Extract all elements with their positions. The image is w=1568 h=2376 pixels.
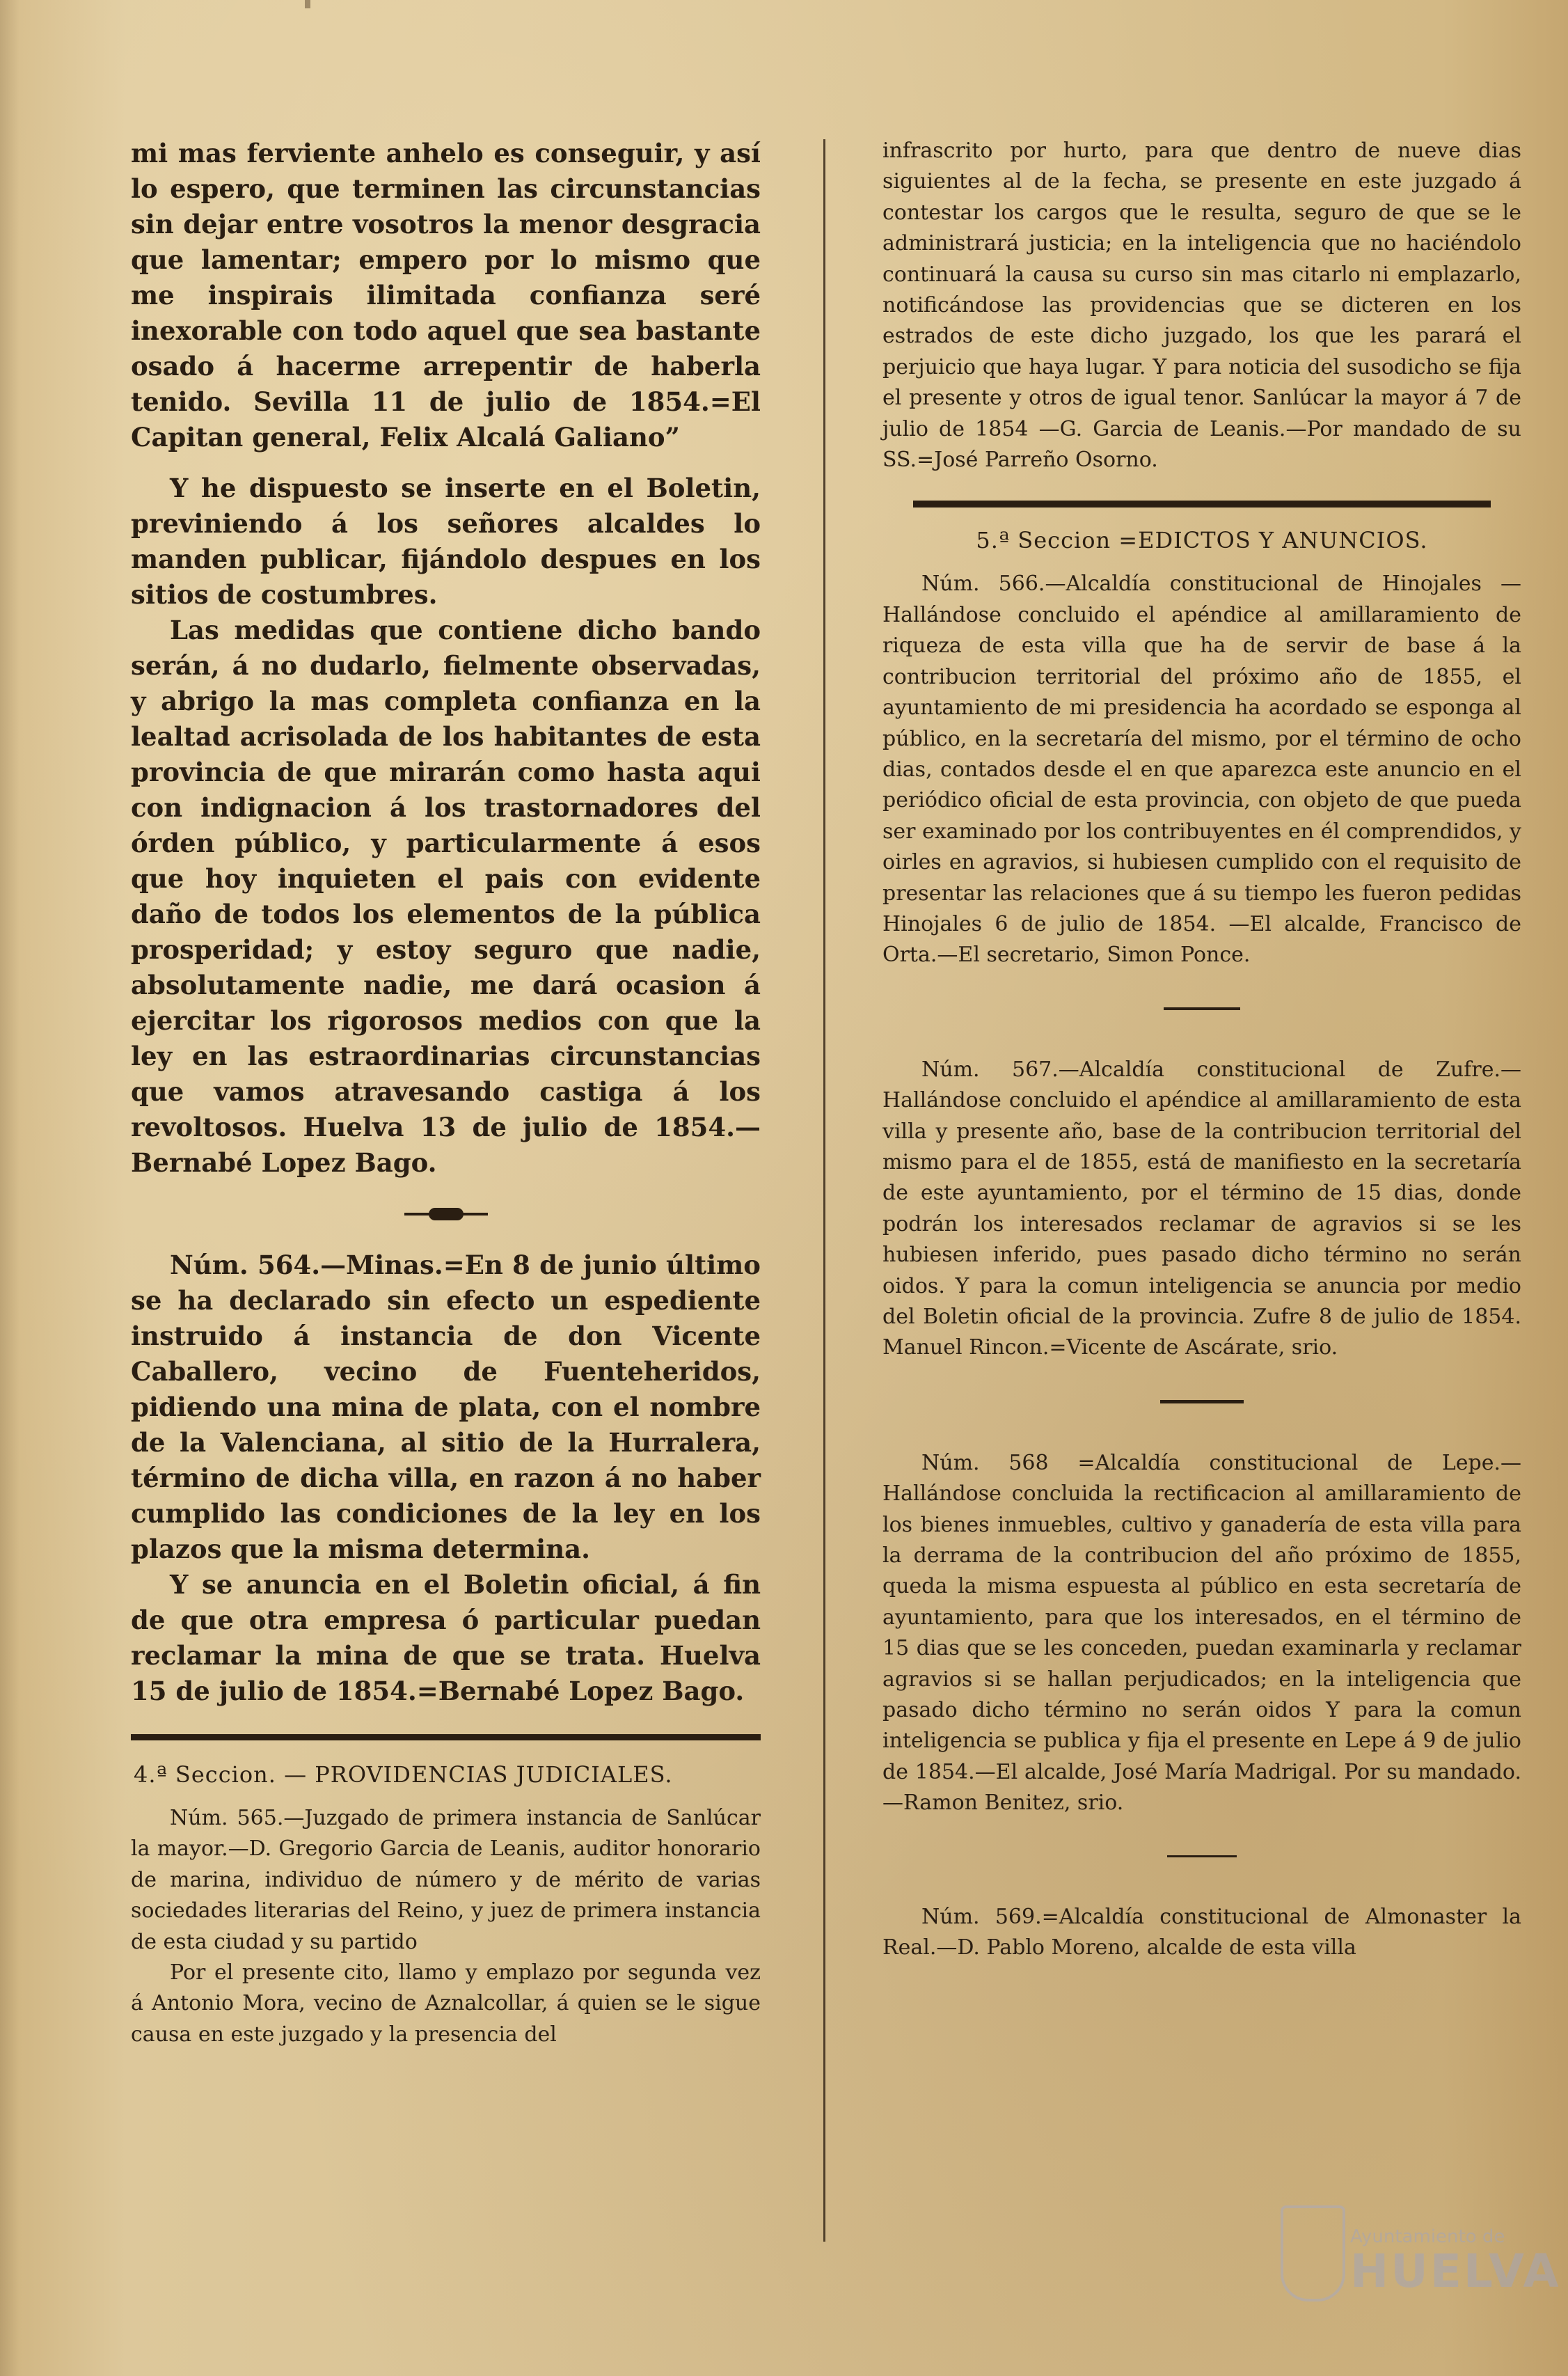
notice-565-continuation: infrascrito por hurto, para que dentro de nueve dias siguientes al de la fecha, se presente en este juzgado á contestar los cargos que le resulta, seguro de que se le administrará justicia; en la inteligencia que no haciéndolo continuará la causa su curso sin mas citarlo ni emplazarlo, notificándose las providencias que se dicteren en los estrados de este dicho juzgado, los que les parará el perjuicio que haya lugar. Y para noticia del susodicho se fija el presente y otros de igual tenor. Sanlúcar la mayor á 7 de julio de 1854 —G. Garcia de Leanis.—Por mandado de su SS.=José Parreño Osorno. [882,139,1521,473]
short-divider [1164,1007,1240,1010]
archive-watermark [1281,2205,1561,2338]
watermark-caption: Ayuntamiento de [1350,2226,1505,2247]
short-divider [1167,1855,1237,1857]
ornament-divider [404,1206,488,1222]
watermark-city: HUELVA [1350,2244,1561,2298]
section-4-heading: 4.ª Seccion. — PROVIDENCIAS JUDICIALES. [134,1761,673,1788]
section-rule [131,1734,761,1740]
ink-speck [305,0,310,8]
bando-closing-paragraph: mi mas ferviente anhelo es conseguir, y así lo espero, que terminen las circunstancias sin dejar entre vosotros la menor desgracia que lamentar; empero por lo mismo que me inspirais ilimitada confianza seré inexorable con todo aquel que sea bastante osado á hacerme arrepentir de haberla tenido. Sevilla 11 de julio de 1854.=El Capitan general, Felix Alcalá Galiano” [131,138,761,453]
section-rule [913,501,1491,508]
governor-statement-paragraph: Las medidas que contiene dicho bando serán, á no dudarlo, fielmente observadas, y abrigo la mas completa confianza en la lealtad acrisolada de los habitantes de esta provincia de que mirarán como hasta aqui con indignacion á los trastornadores del órden público, y particularmente á esos que hoy inquieten el pais con evidente daño de todos los elementos de la pública prosperidad; y estoy seguro que nadie, absolutamente nadie, me dará ocasion á ejercitar los rigorosos medios con que la ley en las estraordinarias circunstancias que vamos atravesando castiga á los revoltosos. Huelva 13 de julio de 1854.—Bernabé Lopez Bago. [131,615,761,1178]
notice-569-almonaster: Núm. 569.=Alcaldía constitucional de Almonaster la Real.—D. Pablo Moreno, alcalde de esta villa [882,1904,1521,1960]
boletin-insert-paragraph: Y he dispuesto se inserte en el Boletin, previniendo á los señores alcaldes lo manden publicar, fijándolo despues en los sitios de costumbres. [131,473,761,610]
notice-564-announcement: Y se anuncia en el Boletin oficial, á fin de que otra empresa ó particular puedan reclamar la mina de que se trata. Huelva 15 de julio de 1854.=Bernabé Lopez Bago. [131,1569,761,1706]
notice-564-minas: Núm. 564.—Minas.=En 8 de junio último se ha declarado sin efecto un espediente instruido á instancia de don Vicente Caballero, vecino de Fuenteheridos, pidiendo una mina de plata, con el nombre de la Valenciana, al sitio de la Hurralera, término de dicha villa, en razon á no haber cumplido las condiciones de la ley en los plazos que la misma determina. [131,1250,761,1564]
notice-565-header: Núm. 565.—Juzgado de primera instancia de Sanlúcar la mayor.—D. Gregorio Garcia de Leanis, auditor honorario de marina, individuo de número y de mérito de varias sociedades literarias del Reino, y juez de primera instancia de esta ciudad y su partido [131,1806,761,1954]
section-5-heading: 5.ª Seccion =EDICTOS Y ANUNCIOS. [976,527,1428,554]
notice-568-lepe: Núm. 568 =Alcaldía constitucional de Lepe.—Hallándose concluida la rectificacion al amillaramiento de los bienes inmuebles, cultivo y ganadería de esta villa para la derrama de la contribucion del año próximo de 1855, queda la misma espuesta al público en esta secretaría de ayuntamiento, para que los interesados, en el término de 15 dias que se les conceden, puedan examinarla y reclamar agravios si se hallan perjudicados; en la inteligencia que pasado dicho término no serán oidos Y para la comun inteligencia se publica y fija el presente en Lepe á 9 de julio de 1854.—El alcalde, José María Madrigal. Por su mandado.—Ramon Benitez, srio. [882,1450,1521,1816]
short-divider [1160,1400,1244,1403]
page-edge-shadow [0,0,19,2376]
notice-565-summons: Por el presente cito, llamo y emplazo por segunda vez á Antonio Mora, vecino de Aznalcollar, á quien se le sigue causa en este juzgado y la presencia del [131,1960,761,2047]
coat-of-arms-icon [1281,2205,1345,2302]
column-divider [823,139,825,2242]
left-column [131,136,761,2050]
notice-567-zufre: Núm. 567.—Alcaldía constitucional de Zufre.—Hallándose concluido el apéndice al amillaramiento de esta villa y presente año, base de la contribucion territorial del mismo para el de 1855, está de manifiesto en la secretaría de este ayuntamiento, por el término de 15 dias, donde podrán los interesados reclamar de agravios si se les hubiesen inferido, pues pasado dicho término no serán oidos. Y para la comun inteligencia se anuncia por medio del Boletin oficial de la provincia. Zufre 8 de julio de 1854. Manuel Rincon.=Vicente de Ascárate, srio. [882,1057,1521,1360]
right-column [882,136,1521,1964]
notice-566-hinojales: Núm. 566.—Alcaldía constitucional de Hinojales —Hallándose concluido el apéndice al amillaramiento de riqueza de esta villa que ha de servir de base á la contribucion territorial del próximo año de 1855, el ayuntamiento de mi presidencia ha acordado se esponga al público, en la secretaría del mismo, por el término de ocho dias, contados desde el en que aparezca este anuncio en el periódico oficial de esta provincia, con objeto de que pueda ser examinado por los contribuyentes en él comprendidos, y oirles en agravios, si hubiesen cumplido con el requisito de presentar las relaciones que á su tiempo les fueron pedidas Hinojales 6 de julio de 1854. —El alcalde, Francisco de Orta.—El secretario, Simon Ponce. [882,572,1521,968]
